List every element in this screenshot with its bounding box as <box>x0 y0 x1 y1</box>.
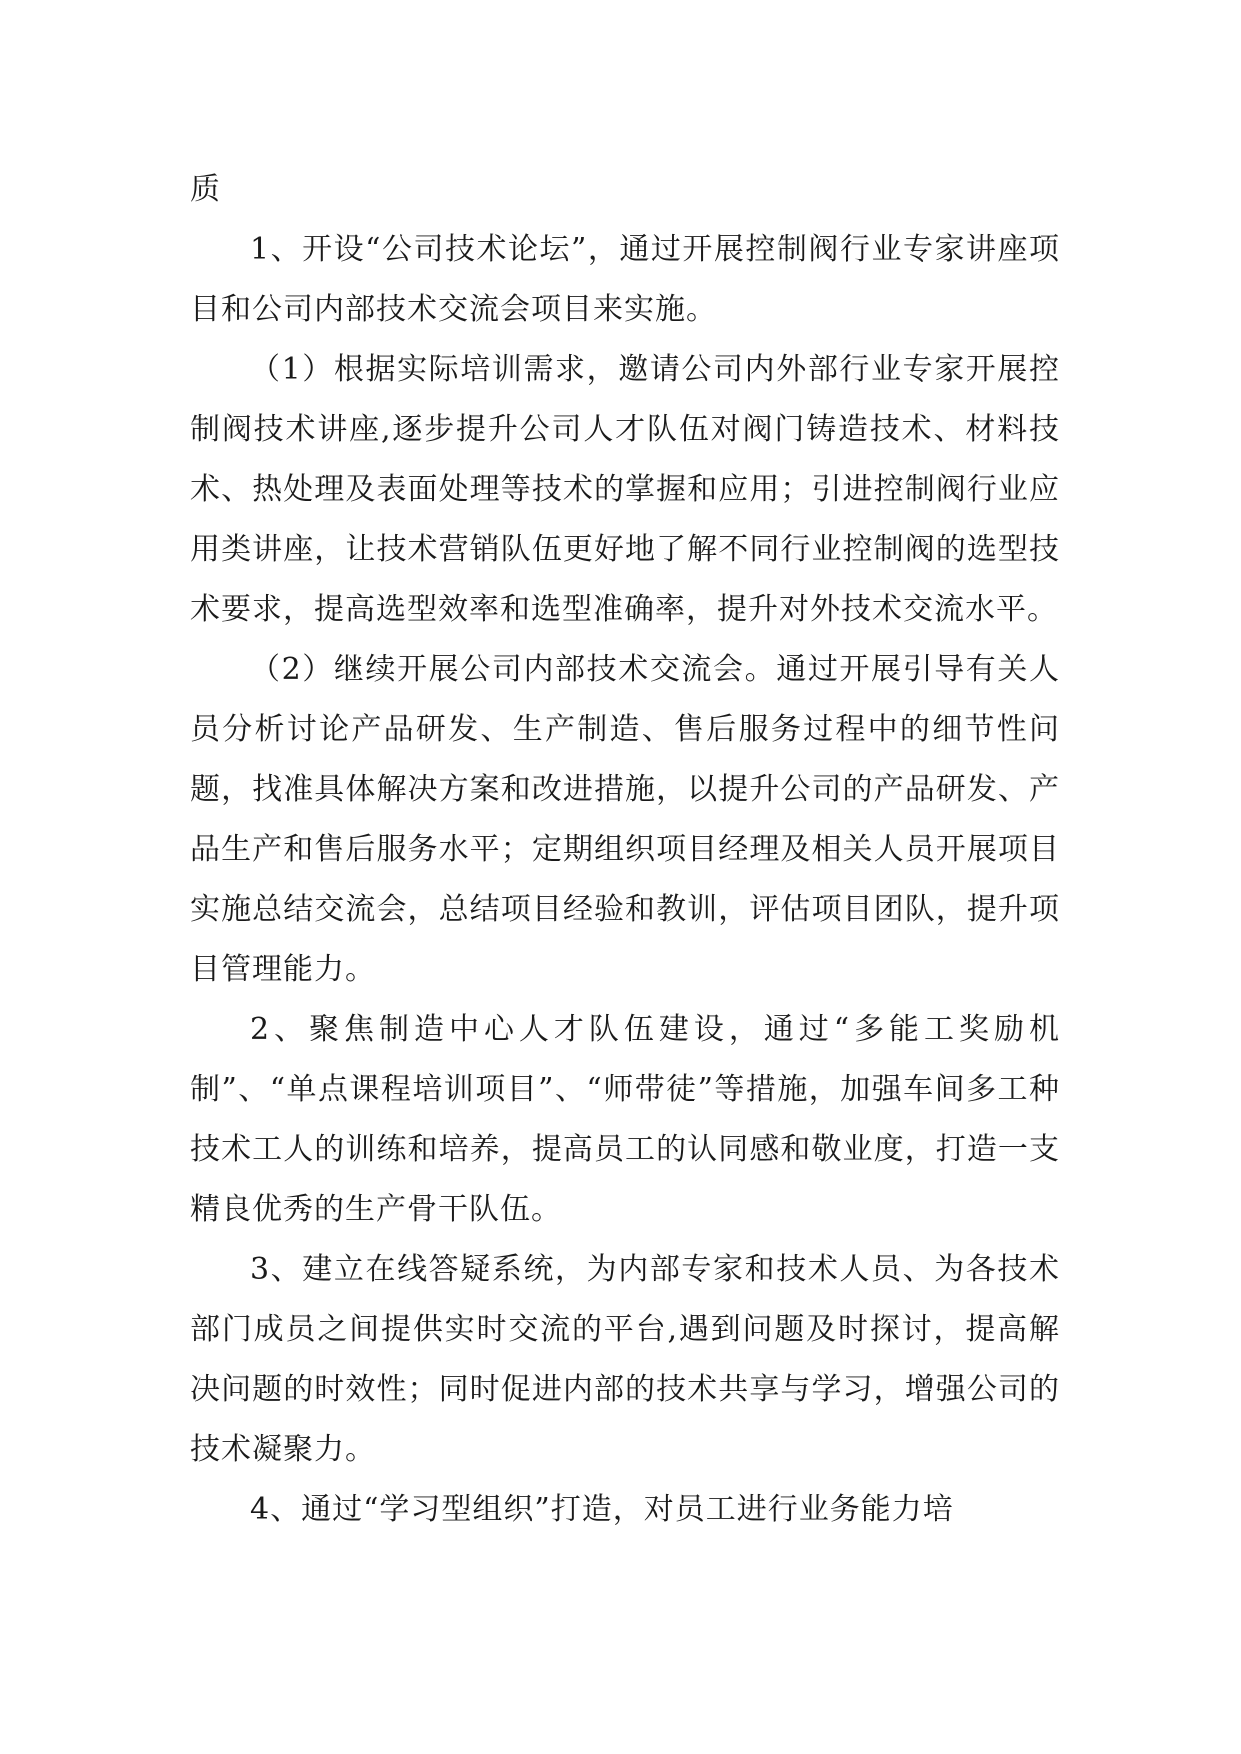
paragraph-item-2: 2、聚焦制造中心人才队伍建设，通过“多能工奖励机制”、“单点课程培训项目”、“师带徒”等措施，加强车间多工种技术工人的训练和培养，提高员工的认同感和敬业度，打造一支精良优秀的生产骨干队伍。 <box>190 1012 1060 1227</box>
paragraph-subitem-2: （2）继续开展公司内部技术交流会。通过开展引导有关人员分析讨论产品研发、生产制造、售后服务过程中的细节性问题，找准具体解决方案和改进措施，以提升公司的产品研发、产品生产和售后服务水平；定期组织项目经理及相关人员开展项目实施总结交流会，总结项目经验和教训，评估项目团队，提升项目管理能力。 <box>190 652 1060 987</box>
paragraph-item-1: 1、开设“公司技术论坛”，通过开展控制阀行业专家讲座项目和公司内部技术交流会项目来实施。 <box>190 232 1060 327</box>
paragraph-continuation: 质 <box>190 172 221 207</box>
paragraph-item-3: 3、建立在线答疑系统，为内部专家和技术人员、为各技术部门成员之间提供实时交流的平台,遇到问题及时探讨，提高解决问题的时效性；同时促进内部的技术共享与学习，增强公司的技术凝聚力。 <box>190 1252 1060 1467</box>
paragraph-subitem-1: （1）根据实际培训需求，邀请公司内外部行业专家开展控制阀技术讲座,逐步提升公司人才队伍对阀门铸造技术、材料技术、热处理及表面处理等技术的掌握和应用；引进控制阀行业应用类讲座，让技术营销队伍更好地了解不同行业控制阀的选型技术要求，提高选型效率和选型准确率，提升对外技术交流水平。 <box>190 352 1060 627</box>
paragraph-item-4: 4、通过“学习型组织”打造，对员工进行业务能力培 <box>250 1492 954 1527</box>
document-body <box>190 160 1060 1540</box>
